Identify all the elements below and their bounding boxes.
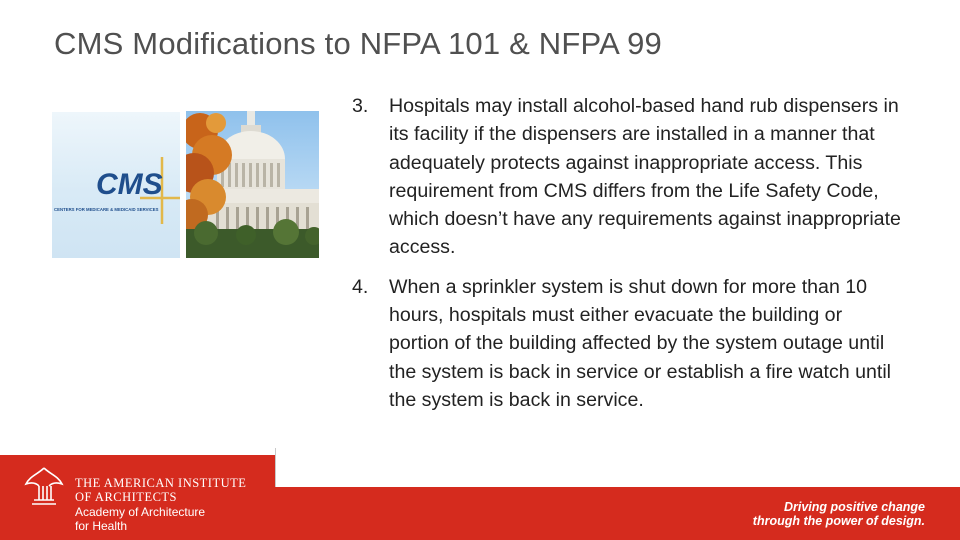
cms-logo-image [52,112,180,258]
list-item-text: Hospitals may install alcohol-based hand rub dispensers in its facility if the dispensers are installed in a manner that adequately protects against inappropriate access. This requirement from CMS differs from the Life Safety Code, which doesn’t have any requirements against inappropriate access. [389,95,901,259]
capitol-photo [186,111,319,258]
capitol-illustration [186,111,319,258]
org-name-line-2: OF ARCHITECTS [75,490,178,504]
cms-logo-graphic [52,112,180,258]
org-name-line-4: for Health [75,519,128,533]
cms-logo-subtext: CENTERS FOR MEDICARE & MEDICAID SERVICES [54,207,159,212]
list-item [352,273,907,414]
slide-title: CMS Modifications to NFPA 101 & NFPA 99 [54,26,662,61]
list-item [352,92,907,262]
cms-logo-text: CMS [96,168,163,201]
list-item-text: When a sprinkler system is shut down for more than 10 hours, hospitals must either evacuate the building or portion of the building affected by the system outage until the system is back in service or establish a fire watch until the system is back in service. [389,275,892,411]
tagline-line-2: through the power of design. [752,514,925,528]
list-item-number: 4. [352,275,369,298]
footer-tagline [753,500,925,528]
content-list [352,92,907,425]
list-item-number: 3. [352,95,369,117]
tagline-line-1: Driving positive change [783,500,925,514]
org-name-line-3: Academy of Architecture [75,505,206,519]
aia-eagle-logo [22,464,66,508]
org-name-line-1: THE AMERICAN INSTITUTE [75,476,247,490]
